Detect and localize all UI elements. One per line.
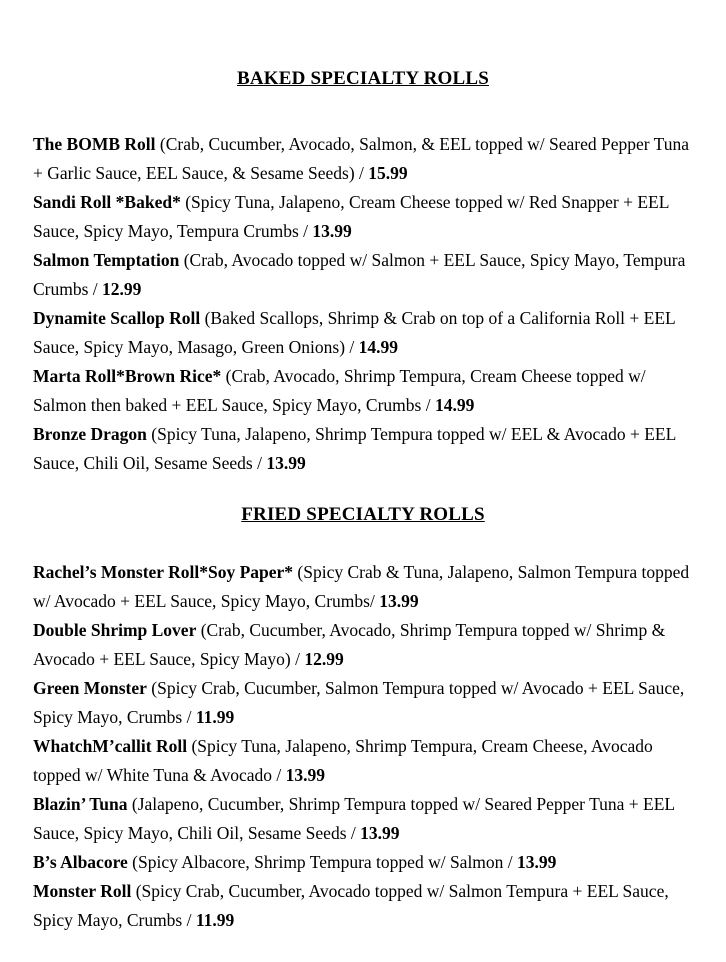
item-name: Rachel’s Monster Roll*Soy Paper* xyxy=(33,562,294,582)
item-name: Salmon Temptation xyxy=(33,250,180,270)
item-name: B’s Albacore xyxy=(33,852,128,872)
menu-item xyxy=(33,790,693,848)
item-price: 13.99 xyxy=(517,852,557,872)
item-price: 15.99 xyxy=(368,163,408,183)
item-price: 12.99 xyxy=(304,649,344,669)
item-name: WhatchM’callit Roll xyxy=(33,736,188,756)
menu-item xyxy=(33,188,693,246)
item-price: 13.99 xyxy=(266,453,306,473)
item-name: Double Shrimp Lover xyxy=(33,620,197,640)
item-description: (Spicy Tuna, Jalapeno, Shrimp Tempura topped w/ EEL & Avocado + EEL Sauce, Chili Oil, Sesame Seeds / xyxy=(33,424,676,473)
item-description: (Crab, Cucumber, Avocado, Salmon, & EEL topped w/ Seared Pepper Tuna + Garlic Sauce, EEL Sauce, & Sesame Seeds) / xyxy=(33,134,689,183)
item-description: (Spicy Crab, Cucumber, Avocado topped w/ Salmon Tempura + EEL Sauce, Spicy Mayo, Crumbs / xyxy=(33,881,669,930)
item-price: 12.99 xyxy=(102,279,142,299)
menu-item xyxy=(33,877,693,935)
item-price: 14.99 xyxy=(434,395,475,415)
item-price: 13.99 xyxy=(379,591,419,611)
item-description: (Spicy Albacore, Shrimp Tempura topped w/ Salmon / xyxy=(132,852,513,872)
item-price: 13.99 xyxy=(360,823,400,843)
item-description: (Spicy Crab, Cucumber, Salmon Tempura topped w/ Avocado + EEL Sauce, Spicy Mayo, Crumbs / xyxy=(33,678,685,727)
menu-item xyxy=(33,848,693,877)
item-price: 11.99 xyxy=(195,910,235,930)
item-description: (Baked Scallops, Shrimp & Crab on top of a California Roll + EEL Sauce, Spicy Mayo, Masago, Green Onions) / xyxy=(33,308,676,357)
menu-item xyxy=(33,420,693,478)
menu-item xyxy=(33,246,693,304)
item-description: (Spicy Tuna, Jalapeno, Cream Cheese topped w/ Red Snapper + EEL Sauce, Spicy Mayo, Tempura Crumbs / xyxy=(33,192,669,241)
item-price: 14.99 xyxy=(358,337,399,357)
section-title-fried: FRIED SPECIALTY ROLLS xyxy=(241,504,485,525)
item-description: (Crab, Avocado, Shrimp Tempura, Cream Cheese topped w/ Salmon then baked + EEL Sauce, Spicy Mayo, Crumbs / xyxy=(33,366,646,415)
item-name: Dynamite Scallop Roll xyxy=(33,308,201,328)
item-price: 11.99 xyxy=(195,707,235,727)
section-title-baked: BAKED SPECIALTY ROLLS xyxy=(237,68,489,89)
item-description: (Crab, Avocado topped w/ Salmon + EEL Sauce, Spicy Mayo, Tempura Crumbs / xyxy=(33,250,686,299)
item-name: Blazin’ Tuna xyxy=(33,794,128,814)
menu-item xyxy=(33,616,693,674)
item-price: 13.99 xyxy=(285,765,325,785)
item-description: (Jalapeno, Cucumber, Shrimp Tempura topped w/ Seared Pepper Tuna + EEL Sauce, Spicy Mayo, Chili Oil, Sesame Seeds / xyxy=(33,794,675,843)
item-name: Green Monster xyxy=(33,678,147,698)
menu-item xyxy=(33,732,693,790)
menu-item xyxy=(33,362,693,420)
item-name: Marta Roll*Brown Rice* xyxy=(33,366,222,386)
item-price: 13.99 xyxy=(312,221,352,241)
menu-item xyxy=(33,674,693,732)
menu-item xyxy=(33,130,693,188)
item-description: (Crab, Cucumber, Avocado, Shrimp Tempura topped w/ Shrimp & Avocado + EEL Sauce, Spicy Mayo) / xyxy=(33,620,666,669)
item-description: (Spicy Crab & Tuna, Jalapeno, Salmon Tempura topped w/ Avocado + EEL Sauce, Spicy Mayo, Crumbs/ xyxy=(33,562,690,611)
item-name: Monster Roll xyxy=(33,881,132,901)
menu-item xyxy=(33,304,693,362)
item-name: Sandi Roll *Baked* xyxy=(33,192,181,212)
item-name: The BOMB Roll xyxy=(33,134,156,154)
item-description: (Spicy Tuna, Jalapeno, Shrimp Tempura, Cream Cheese, Avocado topped w/ White Tuna & Avocado / xyxy=(33,736,653,785)
menu-item xyxy=(33,558,693,616)
item-name: Bronze Dragon xyxy=(33,424,147,444)
